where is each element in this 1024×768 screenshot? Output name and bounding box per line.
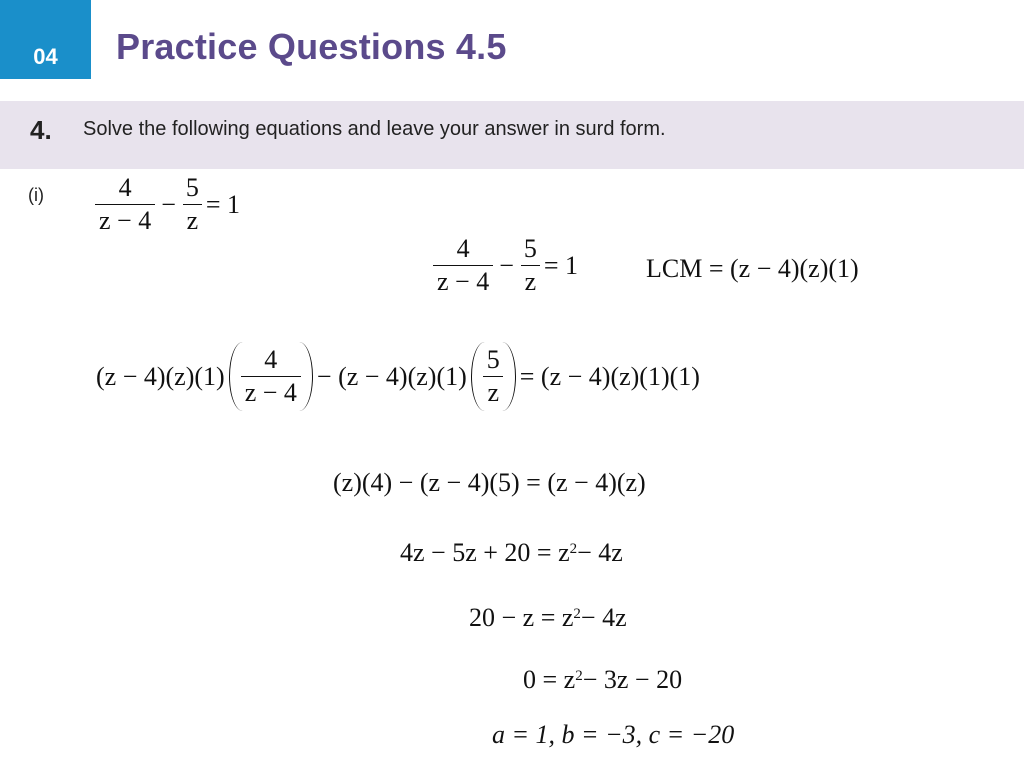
minus-sign: − bbox=[499, 250, 514, 280]
rhs-rest: − 4z bbox=[577, 538, 623, 567]
step-line-6 bbox=[469, 603, 627, 633]
fraction-2 bbox=[483, 344, 504, 409]
lcm-expression: LCM = (z − 4)(z)(1) bbox=[646, 254, 859, 283]
lhs: 0 = z bbox=[523, 665, 576, 694]
denominator: z − 4 bbox=[241, 376, 301, 409]
question-number: 4. bbox=[30, 115, 52, 145]
exponent: 2 bbox=[569, 540, 578, 557]
step-line-4: (z)(4) − (z − 4)(5) = (z − 4)(z) bbox=[333, 468, 646, 497]
denominator: z bbox=[483, 376, 503, 409]
denominator: z − 4 bbox=[433, 265, 493, 298]
multiply-step bbox=[96, 342, 700, 411]
numerator: 5 bbox=[185, 173, 199, 202]
fraction-1 bbox=[433, 233, 493, 298]
fraction-1 bbox=[241, 344, 301, 409]
given-equation bbox=[92, 172, 240, 237]
bracket-group-2 bbox=[471, 342, 516, 411]
coefficients-line: a = 1, b = −3, c = −20 bbox=[492, 720, 735, 749]
step-line-7 bbox=[523, 665, 682, 695]
lhs: 20 − z = z bbox=[469, 603, 574, 632]
minus-sign: − bbox=[161, 189, 176, 219]
fraction-2 bbox=[182, 172, 203, 237]
lhs: 4z − 5z + 20 = z bbox=[400, 538, 570, 567]
exponent: 2 bbox=[573, 605, 581, 622]
lcm-factor-minus: − (z − 4)(z)(1) bbox=[316, 361, 467, 391]
page-title: Practice Questions 4.5 bbox=[116, 26, 507, 67]
section-number-badge bbox=[0, 0, 91, 79]
restated-equation bbox=[430, 233, 578, 298]
step-line-5 bbox=[400, 538, 623, 568]
fraction-1 bbox=[95, 172, 155, 237]
question-text: Solve the following equations and leave your answer in surd form. bbox=[83, 118, 666, 140]
numerator: 4 bbox=[118, 173, 132, 202]
rhs-rest: − 3z − 20 bbox=[582, 665, 683, 694]
denominator: z − 4 bbox=[95, 204, 155, 237]
denominator: z bbox=[521, 265, 541, 298]
equation-rhs: = (z − 4)(z)(1)(1) bbox=[519, 361, 700, 391]
numerator: 5 bbox=[486, 345, 500, 374]
equation-rhs: = 1 bbox=[205, 189, 241, 219]
denominator: z bbox=[183, 204, 203, 237]
lcm-factor: (z − 4)(z)(1) bbox=[96, 361, 225, 391]
part-label: (i) bbox=[28, 185, 44, 205]
bracket-group-1 bbox=[229, 342, 313, 411]
numerator: 4 bbox=[456, 234, 470, 263]
numerator: 5 bbox=[523, 234, 537, 263]
rhs-rest: − 4z bbox=[580, 603, 627, 632]
exponent: 2 bbox=[575, 667, 583, 684]
equation-rhs: = 1 bbox=[543, 250, 579, 280]
question-band bbox=[0, 101, 1024, 169]
section-number: 04 bbox=[33, 44, 58, 69]
fraction-2 bbox=[520, 233, 541, 298]
numerator: 4 bbox=[264, 345, 278, 374]
